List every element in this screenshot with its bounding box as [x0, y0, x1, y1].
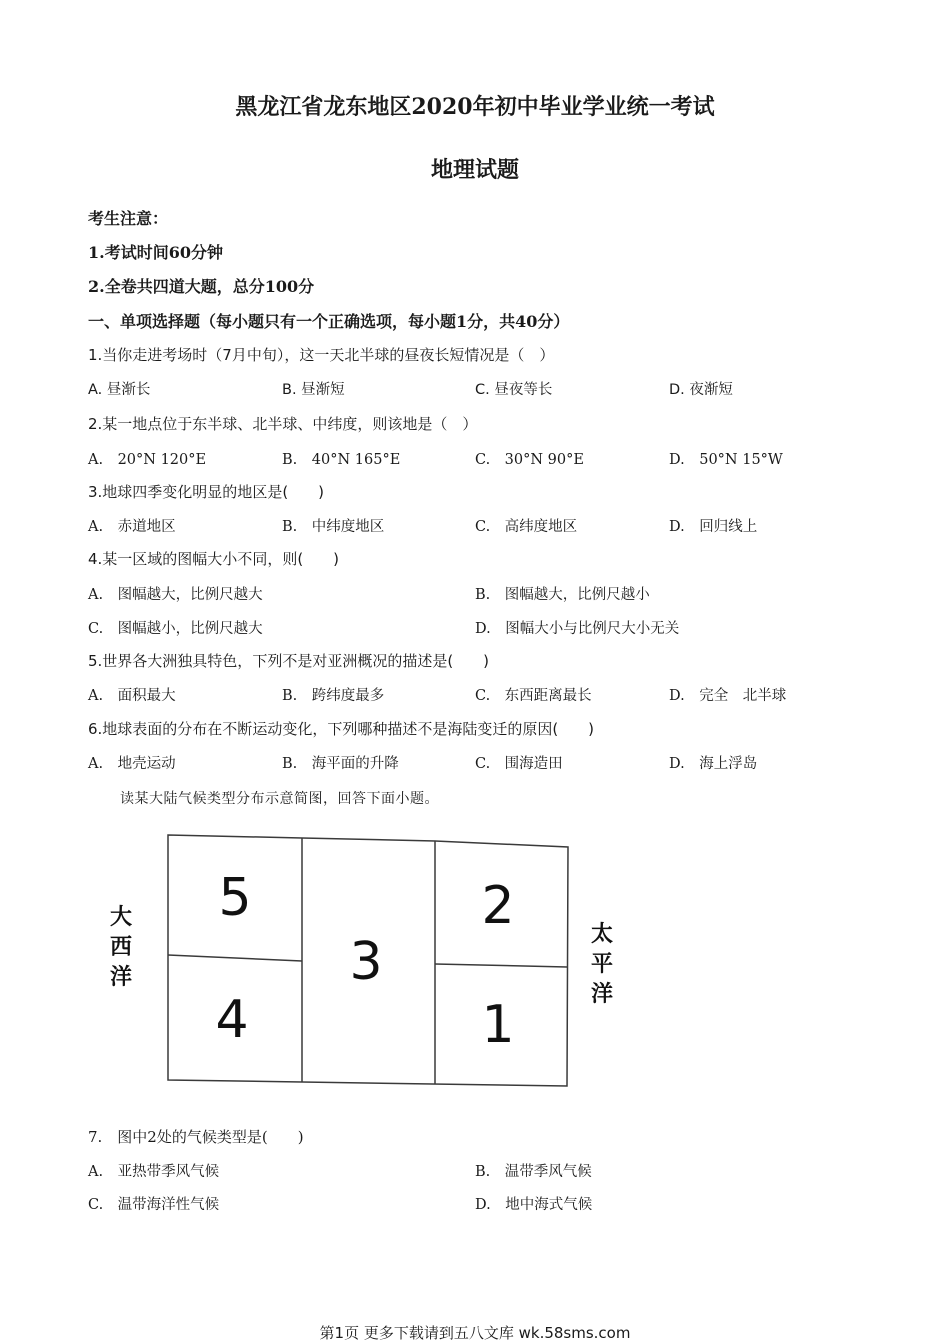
question-stem: 6.地球表面的分布在不断运动变化，下列哪种描述不是海陆变迁的原因( ) — [88, 720, 595, 738]
page-footer: 第1页 更多下载请到五八文库 wk.58sms.com — [319, 1324, 631, 1342]
option-d: D. 夜渐短 — [669, 382, 733, 398]
notice-heading: 考生注意： — [88, 209, 169, 228]
exam-title: 黑龙江省龙东地区2020年初中毕业学业统一考试 — [235, 94, 715, 120]
option-c: C. 围海造田 — [475, 756, 563, 772]
option-c: C. 高纬度地区 — [475, 519, 578, 535]
option-b: B. 温带季风气候 — [475, 1164, 592, 1180]
option-a: A. 赤道地区 — [88, 519, 176, 535]
atlantic-ocean-label — [108, 903, 134, 993]
option-c: C. 昼夜等长 — [475, 382, 553, 398]
notice-item: 2.全卷共四道大题，总分100分 — [88, 277, 315, 296]
zone-2-label: 2 — [481, 876, 515, 936]
option-c: C. 东西距离最长 — [475, 688, 592, 704]
ocean-char: 大 — [109, 905, 132, 930]
ocean-char: 洋 — [590, 982, 613, 1007]
option-b: B. 图幅越大，比例尺越小 — [475, 587, 650, 603]
section-heading: 一、单项选择题（每小题只有一个正确选项，每小题1分，共40分） — [88, 312, 570, 331]
pacific-ocean-label — [589, 920, 615, 1010]
option-d: D. 50°N 15°W — [669, 452, 783, 468]
question-stem: 2.某一地点位于东半球、北半球、中纬度，则该地是（ ） — [88, 415, 478, 433]
zone-3-label: 3 — [349, 932, 383, 992]
option-d: D. 海上浮岛 — [669, 756, 758, 772]
option-b: B. 中纬度地区 — [282, 519, 385, 535]
zone-5-label: 5 — [218, 868, 252, 928]
notice-item: 1.考试时间60分钟 — [88, 243, 223, 262]
option-d: D. 完全 北半球 — [669, 688, 787, 704]
option-b: B. 40°N 165°E — [282, 452, 401, 468]
option-a: A. 地壳运动 — [88, 756, 176, 772]
option-c: C. 温带海洋性气候 — [88, 1197, 220, 1213]
option-a: A. 亚热带季风气候 — [88, 1164, 220, 1180]
zone-1-label: 1 — [481, 995, 515, 1055]
option-a: A. 面积最大 — [88, 688, 176, 704]
ocean-char: 西 — [109, 935, 132, 960]
ocean-char: 平 — [590, 952, 613, 977]
option-c: C. 30°N 90°E — [475, 452, 584, 468]
ocean-char: 洋 — [109, 965, 132, 990]
exam-subtitle: 地理试题 — [430, 157, 519, 183]
option-a: A. 图幅越大，比例尺越大 — [88, 587, 263, 603]
option-b: B. 昼渐短 — [282, 382, 345, 398]
option-c: C. 图幅越小，比例尺越大 — [88, 621, 263, 637]
option-d: D. 地中海式气候 — [475, 1197, 593, 1213]
option-b: B. 海平面的升降 — [282, 756, 399, 772]
option-b: B. 跨纬度最多 — [282, 688, 385, 704]
question-stem: 1.当你走进考场时（7月中旬），这一天北半球的昼夜长短情况是（ ） — [88, 346, 555, 364]
question-stem: 4.某一区域的图幅大小不同，则( ) — [88, 550, 340, 568]
question-stem: 5.世界各大洲独具特色，下列不是对亚洲概况的描述是( ) — [88, 652, 490, 670]
question-stem: 7. 图中2处的气候类型是( ) — [88, 1128, 304, 1146]
question-stem: 3.地球四季变化明显的地区是( ) — [88, 483, 325, 501]
option-a: A. 昼渐长 — [88, 382, 151, 398]
option-d: D. 图幅大小与比例尺大小无关 — [475, 621, 680, 637]
zone-4-label: 4 — [215, 990, 249, 1050]
ocean-char: 太 — [590, 922, 613, 947]
option-d: D. 回归线上 — [669, 519, 758, 535]
option-a: A. 20°N 120°E — [88, 452, 207, 468]
map-intro: 读某大陆气候类型分布示意简图，回答下面小题。 — [120, 791, 439, 807]
